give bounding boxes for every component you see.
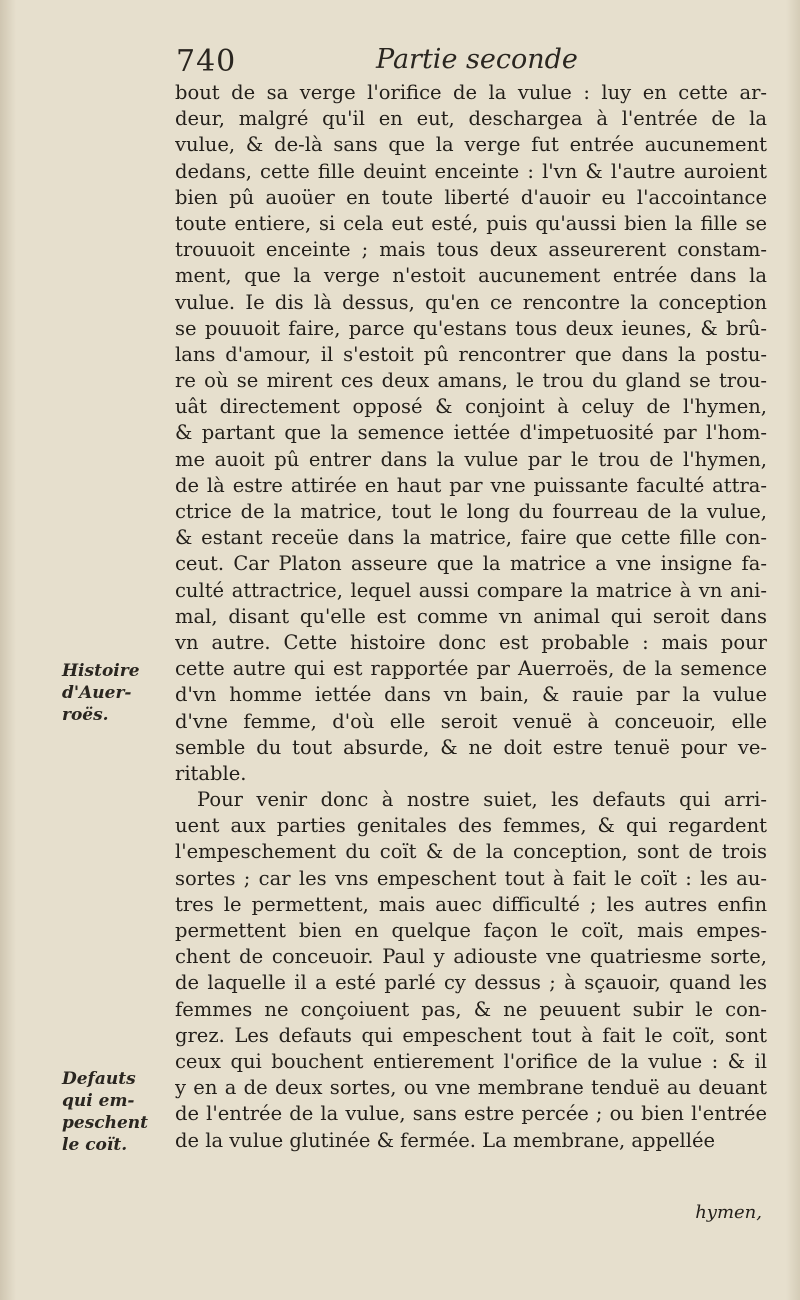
catchword: hymen,: [695, 1202, 762, 1223]
text-line: ritable.: [175, 761, 247, 785]
text-line: vn autre. Cette histoire donc est probable : mais pour: [175, 630, 767, 654]
text-line: deur, malgré qu'il en eut, deschargea à l'entrée de la: [175, 107, 767, 131]
text-line: d'vn homme iettée dans vn bain, & rauie par la vulue: [175, 683, 767, 707]
text-line: tres le permettent, mais auec difficulté ; les autres enfin: [175, 892, 767, 916]
text-line: & partant que la semence iettée d'impetuosité par l'hom-: [175, 421, 767, 445]
text-line: de là estre attirée en haut par vne puissante faculté attra-: [175, 473, 767, 497]
text-line: & estant receüe dans la matrice, faire que cette fille con-: [175, 526, 767, 550]
margin-note-line: qui em-: [62, 1091, 135, 1111]
text-line: ceux qui bouchent entierement l'orifice de la vulue : & il: [175, 1049, 767, 1073]
text-line: sortes ; car les vns empeschent tout à fait le coït : les au-: [175, 866, 767, 890]
text-line: toute entiere, si cela eut esté, puis qu'aussi bien la fille se: [175, 211, 767, 235]
margin-note-line: Defauts: [62, 1069, 136, 1089]
margin-note-line: peschent: [62, 1113, 149, 1133]
page-number: 740: [176, 44, 237, 79]
text-line: dedans, cette fille deuint enceinte : l'vn & l'autre auroient: [175, 159, 767, 183]
text-line: uât directement opposé & conjoint à celuy de l'hymen,: [175, 395, 767, 419]
text-line: culté attractrice, lequel aussi compare la matrice à vn ani-: [175, 578, 767, 602]
text-line: chent de conceuoir. Paul y adiouste vne quatriesme sorte,: [175, 945, 767, 969]
text-line: Pour venir donc à nostre suiet, les defauts qui arri-: [197, 788, 767, 812]
text-line: semble du tout absurde, & ne doit estre tenuë pour ve-: [175, 735, 767, 759]
text-line: l'empeschement du coït & de la conception, sont de trois: [175, 840, 767, 864]
page-header: [176, 42, 766, 82]
text-line: permettent bien en quelque façon le coït, mais empes-: [175, 919, 767, 942]
text-line: trouuoit enceinte ; mais tous deux asseurerent constam-: [175, 238, 767, 262]
text-line: mal, disant qu'elle est comme vn animal qui seroit dans: [175, 604, 767, 628]
margin-note-aueroes: [62, 660, 162, 726]
text-line: grez. Les defauts qui empeschent tout à fait le coït, sont: [175, 1023, 767, 1047]
margin-note-defauts: [62, 1068, 162, 1156]
margin-note-line: d'Auer-: [62, 683, 132, 703]
text-line: ment, que la verge n'estoit aucunement entrée dans la: [175, 264, 767, 288]
text-line: vulue, & de-là sans que la verge fut entrée aucunement: [175, 133, 767, 157]
text-line: cette autre qui est rapportée par Auerroës, de la semence: [175, 657, 767, 681]
text-line: bout de sa verge l'orifice de la vulue : luy en cette ar-: [175, 81, 767, 104]
running-title: Partie seconde: [376, 44, 578, 75]
text-line: ctrice de la matrice, tout le long du fourreau de la vulue,: [175, 500, 767, 523]
text-line: de laquelle il a esté parlé cy dessus ; à sçauoir, quand les: [175, 971, 767, 995]
text-line: vulue. Ie dis là dessus, qu'en ce rencontre la conception: [175, 290, 767, 314]
text-line: uent aux parties genitales des femmes, & qui regardent: [175, 814, 767, 838]
text-line: y en a de deux sortes, ou vne membrane tenduë au deuant: [175, 1076, 767, 1100]
body-text: [175, 80, 767, 1154]
margin-note-line: Histoire: [62, 661, 140, 681]
margin-note-line: roës.: [62, 705, 109, 725]
text-line: de l'entrée de la vulue, sans estre percée ; ou bien l'entrée: [175, 1102, 767, 1126]
margin-note-line: le coït.: [62, 1135, 128, 1155]
text-line: me auoit pû entrer dans la vulue par le trou de l'hymen,: [175, 447, 767, 471]
text-line: re où se mirent ces deux amans, le trou du gland se trou-: [175, 369, 767, 393]
text-line: femmes ne conçoiuent pas, & ne peuuent subir le con-: [175, 997, 767, 1021]
text-line: de la vulue glutinée & fermée. La membrane, appellée: [175, 1128, 716, 1152]
text-line: lans d'amour, il s'estoit pû rencontrer que dans la postu-: [175, 342, 767, 366]
text-line: d'vne femme, d'où elle seroit venuë à conceuoir, elle: [175, 709, 767, 733]
text-line: se pouuoit faire, parce qu'estans tous deux ieunes, & brû-: [175, 316, 767, 340]
text-line: bien pû auoüer en toute liberté d'auoir eu l'accointance: [175, 185, 767, 209]
text-line: ceut. Car Platon asseure que la matrice a vne insigne fa-: [175, 552, 767, 576]
